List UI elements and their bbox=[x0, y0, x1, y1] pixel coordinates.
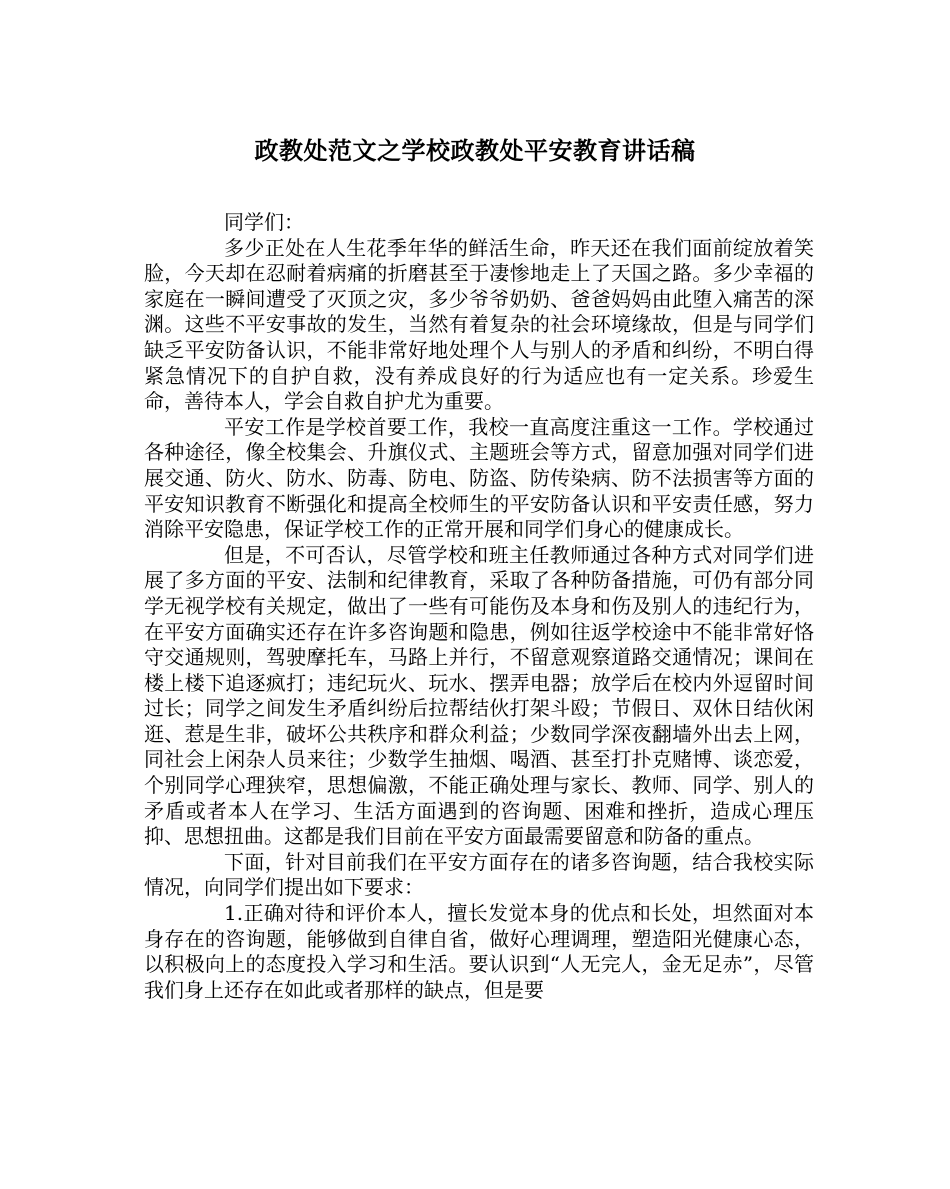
paragraph: 平安工作是学校首要工作，我校一直高度注重这一工作。学校通过各种途径，像全校集会、升旗仪式、主题班会等方式，留意加强对同学们进展交通、防火、防水、防毒、防电、防盗、防传染病、防不法损害等方面的平安知识教育不断强化和提高全校师生的平安防备认识和平安责任感，努力消除平安隐患，保证学校工作的正常开展和同学们身心的健康成长。 bbox=[144, 414, 814, 542]
paragraph: 1.正确对待和评价本人，擅长发觉本身的优点和长处，坦然面对本身存在的咨询题，能够做到自律自省，做好心理调理，塑造阳光健康心态，以积极向上的态度投入学习和生活。要认识到“人无完人，金无足赤”，尽管我们身上还存在如此或者那样的缺点，但是要 bbox=[144, 901, 814, 1002]
salutation: 同学们： bbox=[224, 210, 304, 234]
paragraph: 下面，针对目前我们在平安方面存在的诸多咨询题，结合我校实际情况，向同学们提出如下要求： bbox=[144, 849, 814, 900]
paragraph: 多少正处在人生花季年华的鲜活生命，昨天还在我们面前绽放着笑脸，今天却在忍耐着病痛的折磨甚至于凄惨地走上了天国之路。多少幸福的家庭在一瞬间遭受了灭顶之灾，多少爷爷奶奶、爸爸妈妈由此堕入痛苦的深渊。这些不平安事故的发生，当然有着复杂的社会环境缘故，但是与同学们缺乏平安防备认识，不能非常好地处理个人与别人的矛盾和纠纷，不明白得紧急情况下的自护自救，没有养成良好的行为适应也有一定关系。珍爱生命，善待本人，学会自救自护尤为重要。 bbox=[144, 235, 814, 414]
document-title: 政教处范文之学校政教处平安教育讲话稿 bbox=[254, 136, 696, 165]
document-body bbox=[144, 210, 814, 1003]
paragraph: 但是，不可否认，尽管学校和班主任教师通过各种方式对同学们进展了多方面的平安、法制和纪律教育，采取了各种防备措施，可仍有部分同学无视学校有关规定，做出了一些有可能伤及本身和伤及别人的违纪行为，在平安方面确实还存在许多咨询题和隐患，例如往返学校途中不能非常好恪守交通规则，驾驶摩托车，马路上并行，不留意观察道路交通情况；课间在楼上楼下追逐疯打；违纪玩火、玩水、摆弄电器；放学后在校内外逗留时间过长；同学之间发生矛盾纠纷后拉帮结伙打架斗殴；节假日、双休日结伙闲逛、惹是生非，破坏公共秩序和群众利益；少数同学深夜翻墙外出去上网，同社会上闲杂人员来往；少数学生抽烟、喝酒、甚至打扑克赌博、谈恋爱，个别同学心理狭窄，思想偏激，不能正确处理与家长、教师、同学、别人的矛盾或者本人在学习、生活方面遇到的咨询题、困难和挫折，造成心理压抑、思想扭曲。这都是我们目前在平安方面最需要留意和防备的重点。 bbox=[144, 542, 814, 849]
